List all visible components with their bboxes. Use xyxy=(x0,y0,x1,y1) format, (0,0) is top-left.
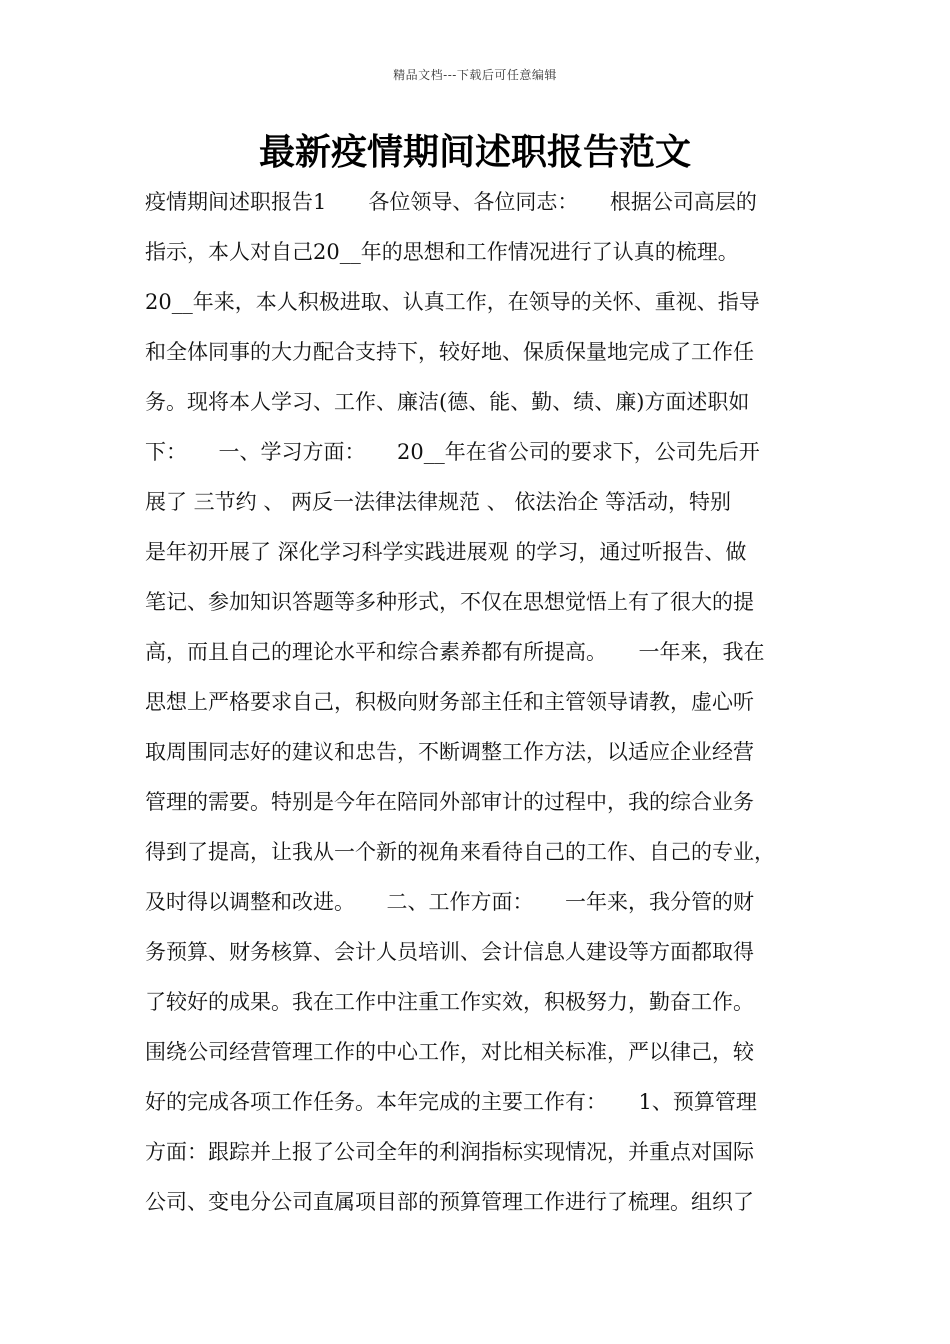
body-line-6: 下： 一、学习方面： 20__年在省公司的要求下，公司先后开 xyxy=(145,440,760,464)
body-line-8: 是年初开展了 深化学习科学实践进展观 的学习，通过听报告、做 xyxy=(145,540,747,564)
body-line-13: 管理的需要。特别是今年在陪同外部审计的过程中，我的综合业务 xyxy=(145,790,754,814)
body-line-7: 展了 三节约 、 两反一法律法律规范 、 依法治企 等活动，特别 xyxy=(145,490,732,514)
body-line-5: 务。现将本人学习、工作、廉洁(德、能、勤、绩、廉)方面述职如 xyxy=(145,390,750,414)
body-line-11: 思想上严格要求自己，积极向财务部主任和主管领导请教，虚心听 xyxy=(145,690,754,714)
body-line-9: 笔记、参加知识答题等多种形式，不仅在思想觉悟上有了很大的提 xyxy=(145,590,754,614)
body-line-2: 指示，本人对自己20__年的思想和工作情况进行了认真的梳理。 xyxy=(145,240,739,264)
body-line-16: 务预算、财务核算、会计人员培训、会计信息人建设等方面都取得 xyxy=(145,940,754,964)
body-line-12: 取周围同志好的建议和忠告，不断调整工作方法，以适应企业经营 xyxy=(145,740,754,764)
body-line-18: 围绕公司经营管理工作的中心工作，对比相关标准，严以律己，较 xyxy=(145,1040,754,1064)
body-line-19: 好的完成各项工作任务。本年完成的主要工作有： 1、预算管理 xyxy=(145,1090,757,1114)
body-line-3: 20__年来，本人积极进取、认真工作，在领导的关怀、重视、指导 xyxy=(145,290,760,314)
body-line-15: 及时得以调整和改进。 二、工作方面： 一年来，我分管的财 xyxy=(145,890,754,914)
body-line-21: 公司、变电分公司直属项目部的预算管理工作进行了梳理。组织了 xyxy=(145,1190,754,1214)
document-body xyxy=(145,177,825,1227)
body-line-1: 疫情期间述职报告1 各位领导、各位同志： 根据公司高层的 xyxy=(145,190,757,214)
body-line-10: 高，而且自己的理论水平和综合素养都有所提高。 一年来，我在 xyxy=(145,640,765,664)
body-line-14: 得到了提高，让我从一个新的视角来看待自己的工作、自己的专业， xyxy=(145,840,775,864)
document-title: 最新疫情期间述职报告范文 xyxy=(258,131,691,173)
body-line-17: 了较好的成果。我在工作中注重工作实效，积极努力，勤奋工作。 xyxy=(145,990,754,1014)
body-line-20: 方面：跟踪并上报了公司全年的利润指标实现情况，并重点对国际 xyxy=(145,1140,754,1164)
body-line-4: 和全体同事的大力配合支持下，较好地、保质保量地完成了工作任 xyxy=(145,340,754,364)
header-note: 精品文档---下载后可任意编辑 xyxy=(393,68,557,82)
